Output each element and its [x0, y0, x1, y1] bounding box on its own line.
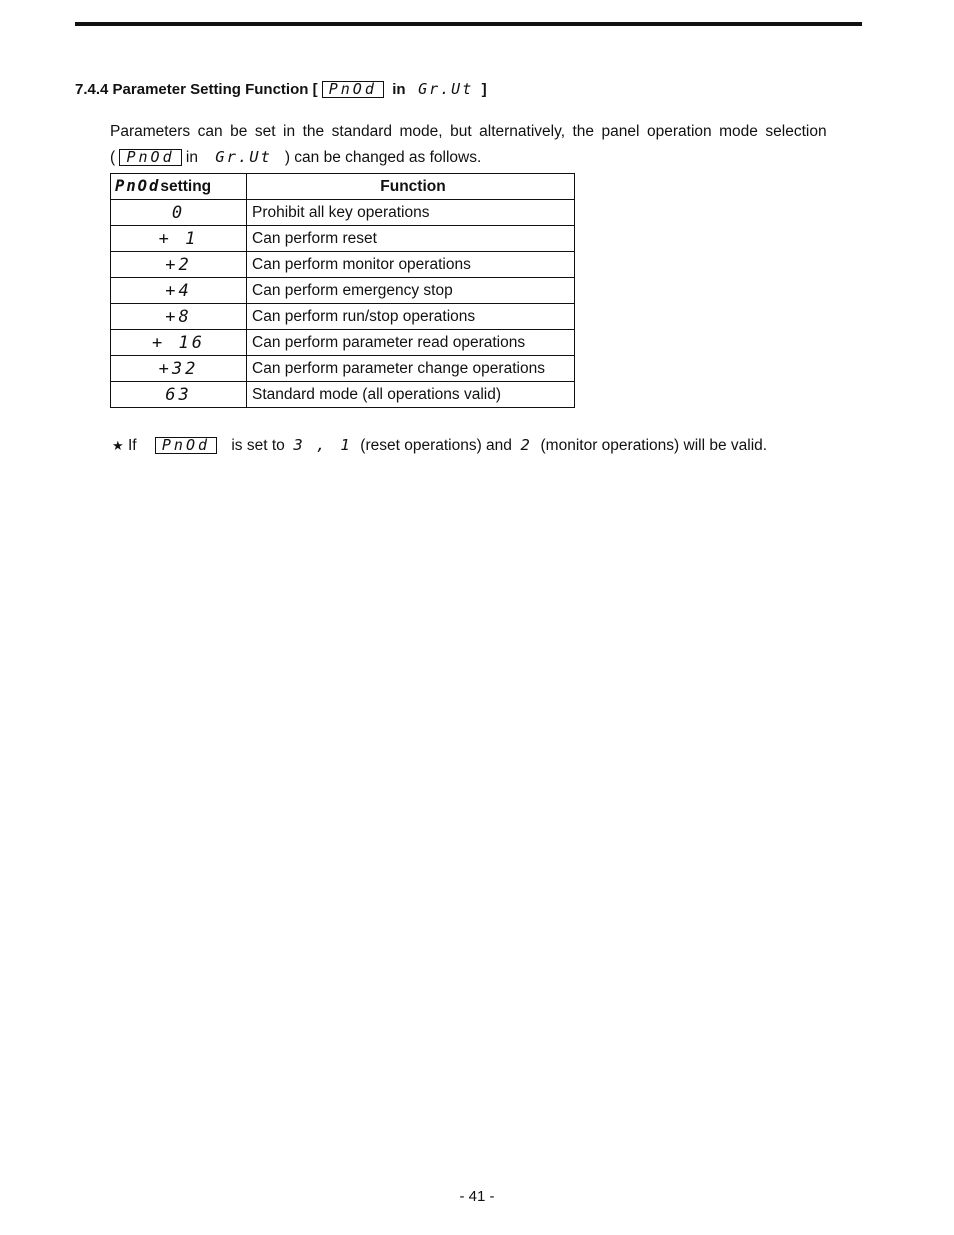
- heading-in-word: in: [392, 81, 406, 98]
- header-function: Function: [247, 174, 575, 200]
- star-icon: ★: [112, 438, 124, 453]
- table-header-row: [111, 174, 575, 200]
- setting-value: 63: [111, 382, 247, 408]
- setting-value: +2: [111, 252, 247, 278]
- note-param-code-box: PnOd: [155, 437, 217, 454]
- table-row: [111, 252, 575, 278]
- note-two: 2: [520, 436, 532, 454]
- top-rule: [75, 22, 862, 26]
- intro-param-code-box: PnOd: [119, 149, 181, 166]
- intro-in-word: in: [185, 149, 198, 166]
- function-description: Can perform run/stop operations: [247, 304, 575, 330]
- table-row: [111, 356, 575, 382]
- setting-value: +4: [111, 278, 247, 304]
- table-row: [111, 304, 575, 330]
- setting-value: 0: [111, 200, 247, 226]
- header-setting-word: setting: [160, 178, 212, 195]
- heading-close-bracket: ]: [481, 81, 487, 98]
- function-description: Prohibit all key operations: [247, 200, 575, 226]
- table-row: [111, 330, 575, 356]
- table-row: [111, 200, 575, 226]
- setting-value: + 16: [111, 330, 247, 356]
- intro-group-code: Gr.Ut: [215, 148, 272, 166]
- section-number: 7.4.4: [75, 81, 109, 98]
- header-setting-code: PnOd: [115, 177, 161, 195]
- note-value: 3 ,: [293, 436, 328, 454]
- function-description: Can perform emergency stop: [247, 278, 575, 304]
- section-title: Parameter Setting Function [: [112, 81, 318, 98]
- note-one: 1: [340, 436, 352, 454]
- function-description: Can perform parameter read operations: [247, 330, 575, 356]
- setting-value: +8: [111, 304, 247, 330]
- table-row: [111, 382, 575, 408]
- setting-value: +32: [111, 356, 247, 382]
- intro-rest: ) can be changed as follows.: [284, 149, 482, 166]
- param-code-box: PnOd: [322, 81, 384, 98]
- intro-line-2: [110, 148, 863, 167]
- function-description: Can perform parameter change operations: [247, 356, 575, 382]
- function-description: Standard mode (all operations valid): [247, 382, 575, 408]
- table-row: [111, 278, 575, 304]
- group-code: Gr.Ut: [418, 80, 474, 98]
- header-setting: [111, 174, 247, 200]
- table-row: [111, 226, 575, 252]
- note-is-set-to: is set to: [231, 437, 285, 454]
- function-description: Can perform monitor operations: [247, 252, 575, 278]
- setting-value: + 1: [111, 226, 247, 252]
- note-line: [112, 436, 767, 455]
- page-number: - 41 -: [459, 1188, 495, 1205]
- intro-open-paren: (: [110, 149, 116, 166]
- note-monitor-text: (monitor operations) will be valid.: [540, 437, 768, 454]
- note-if: If: [127, 437, 137, 454]
- note-reset-text: (reset operations) and: [360, 437, 512, 454]
- section-heading: [75, 80, 487, 98]
- function-description: Can perform reset: [247, 226, 575, 252]
- settings-table: [110, 173, 575, 408]
- intro-line-1: Parameters can be set in the standard mode, but alternatively, the panel operation mode selection: [110, 123, 827, 140]
